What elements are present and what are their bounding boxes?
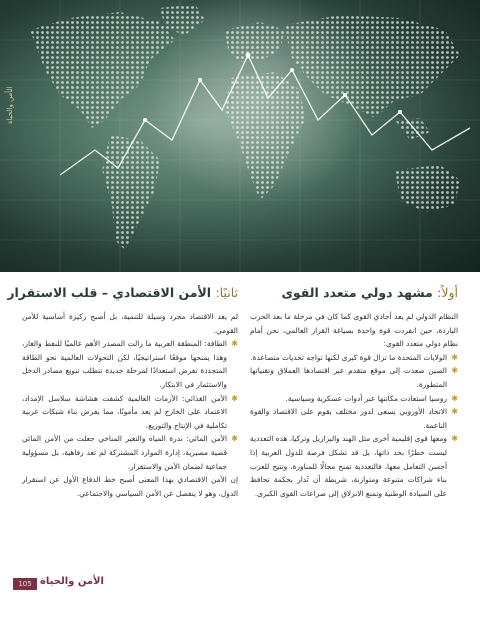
star-icon: ✱	[451, 352, 458, 362]
footer-magazine-title: الأمن والحياة	[40, 576, 104, 587]
list-item: ✱ روسيا استعادت مكانتها عبر أدوات عسكرية وسياسية.	[250, 392, 458, 406]
star-icon: ✱	[451, 366, 458, 376]
list-item: ✱ الطاقة: المنطقة العربية ما زالت المصدر الأهم عالميًا للنفط والغاز، وهذا يمنحها موقعًا استراتيجيًا، لكن التحولات العالمية نحو الطاقة المتجددة تفرض استعدادًا لمرحلة جديدة تتطلب تنويع مصادر الدخل والاستثمار في الابتكار.	[22, 339, 238, 389]
section-economic-security	[7, 285, 238, 500]
section-multipolar	[250, 285, 458, 500]
list-item: ✱ الاتحاد الأوروبي يسعى لدور مختلف يقوم على الاقتصاد والقوة الناعمة.	[250, 407, 458, 430]
section-heading	[7, 285, 238, 300]
side-magazine-label: الأمن والحياة	[6, 86, 14, 124]
list-item: ✱ الأمن الغذائي: الأزمات العالمية كشفت هشاشة سلاسل الإمداد، الاعتماد على الخارج لم يعد مأمونًا، مما يفرض بناء شبكات عربية تكاملية في الإنتاج والتوزيع.	[22, 393, 238, 430]
star-icon: ✱	[231, 434, 238, 444]
heading-title: مشهد دولي متعدد القوى	[281, 285, 433, 300]
page-number: 105	[13, 578, 37, 590]
list-item: ✱ الصين صعدت إلى موقع متقدم عبر اقتصادها العملاق وتقنياتها المتطورة.	[250, 366, 458, 389]
list-item: ✱ الأمن المائي: ندرة المياه والتغير المناخي جعلت من الأمن المائي قضية مصيرية، إدارة الموارد المشتركة لم تعد رفاهية، بل مسؤولية جماعية لضمان الأمن والاستقرار.	[22, 434, 238, 471]
world-map-graphic	[0, 0, 480, 272]
heading-title: الأمن الاقتصادي – قلب الاستقرار	[7, 285, 212, 300]
star-icon: ✱	[231, 393, 238, 403]
star-icon: ✱	[451, 407, 458, 417]
star-icon: ✱	[451, 434, 458, 444]
heading-number: ثانيًا:	[215, 285, 238, 300]
list-item: ✱ الولايات المتحدة ما تزال قوة كبرى لكنها تواجه تحديات متصاعدة.	[250, 351, 458, 365]
paragraph-intro: لم يعد الاقتصاد مجرد وسيلة للتنمية، بل أصبح ركيزة أساسية للأمن القومي.	[22, 312, 238, 335]
star-icon: ✱	[231, 339, 238, 349]
paragraph-closing: إن الأمن الاقتصادي بهذا المعنى أصبح خط الدفاع الأول عن استقرار الدول، وهو لا ينفصل عن الأمن السياسي والاجتماعي.	[22, 475, 238, 498]
heading-number: أولاً:	[437, 285, 458, 300]
hero-image	[0, 0, 480, 272]
list-item: ✱ ومعها قوى إقليمية أخرى مثل الهند والبرازيل وتركيا، هذه التعددية ليست خطرًا بحد ذاتها، بل قد تشكل فرصة للدول العربية إذا أحسن التعامل معها، فالتعددية تمنح مجالًا للمناورة، وتتيح للعرب بناء شراكات متنوعة ومتوازنة، شريطة أن تُدار بحكمة تحافظ على السيادة الوطنية وتمنع الانزلاق إلى صراعات القوى الكبرى.	[250, 434, 458, 498]
section-heading	[250, 285, 458, 300]
star-icon: ✱	[451, 393, 458, 403]
paragraph-intro: النظام الدولي لم يعد أحادي القوى كما كان في مرحلة ما بعد الحرب الباردة، حين انفردت قوة واحدة بصياغة القرار العالمي، نحن أمام نظام دولي متعدد القوى:	[250, 312, 458, 349]
